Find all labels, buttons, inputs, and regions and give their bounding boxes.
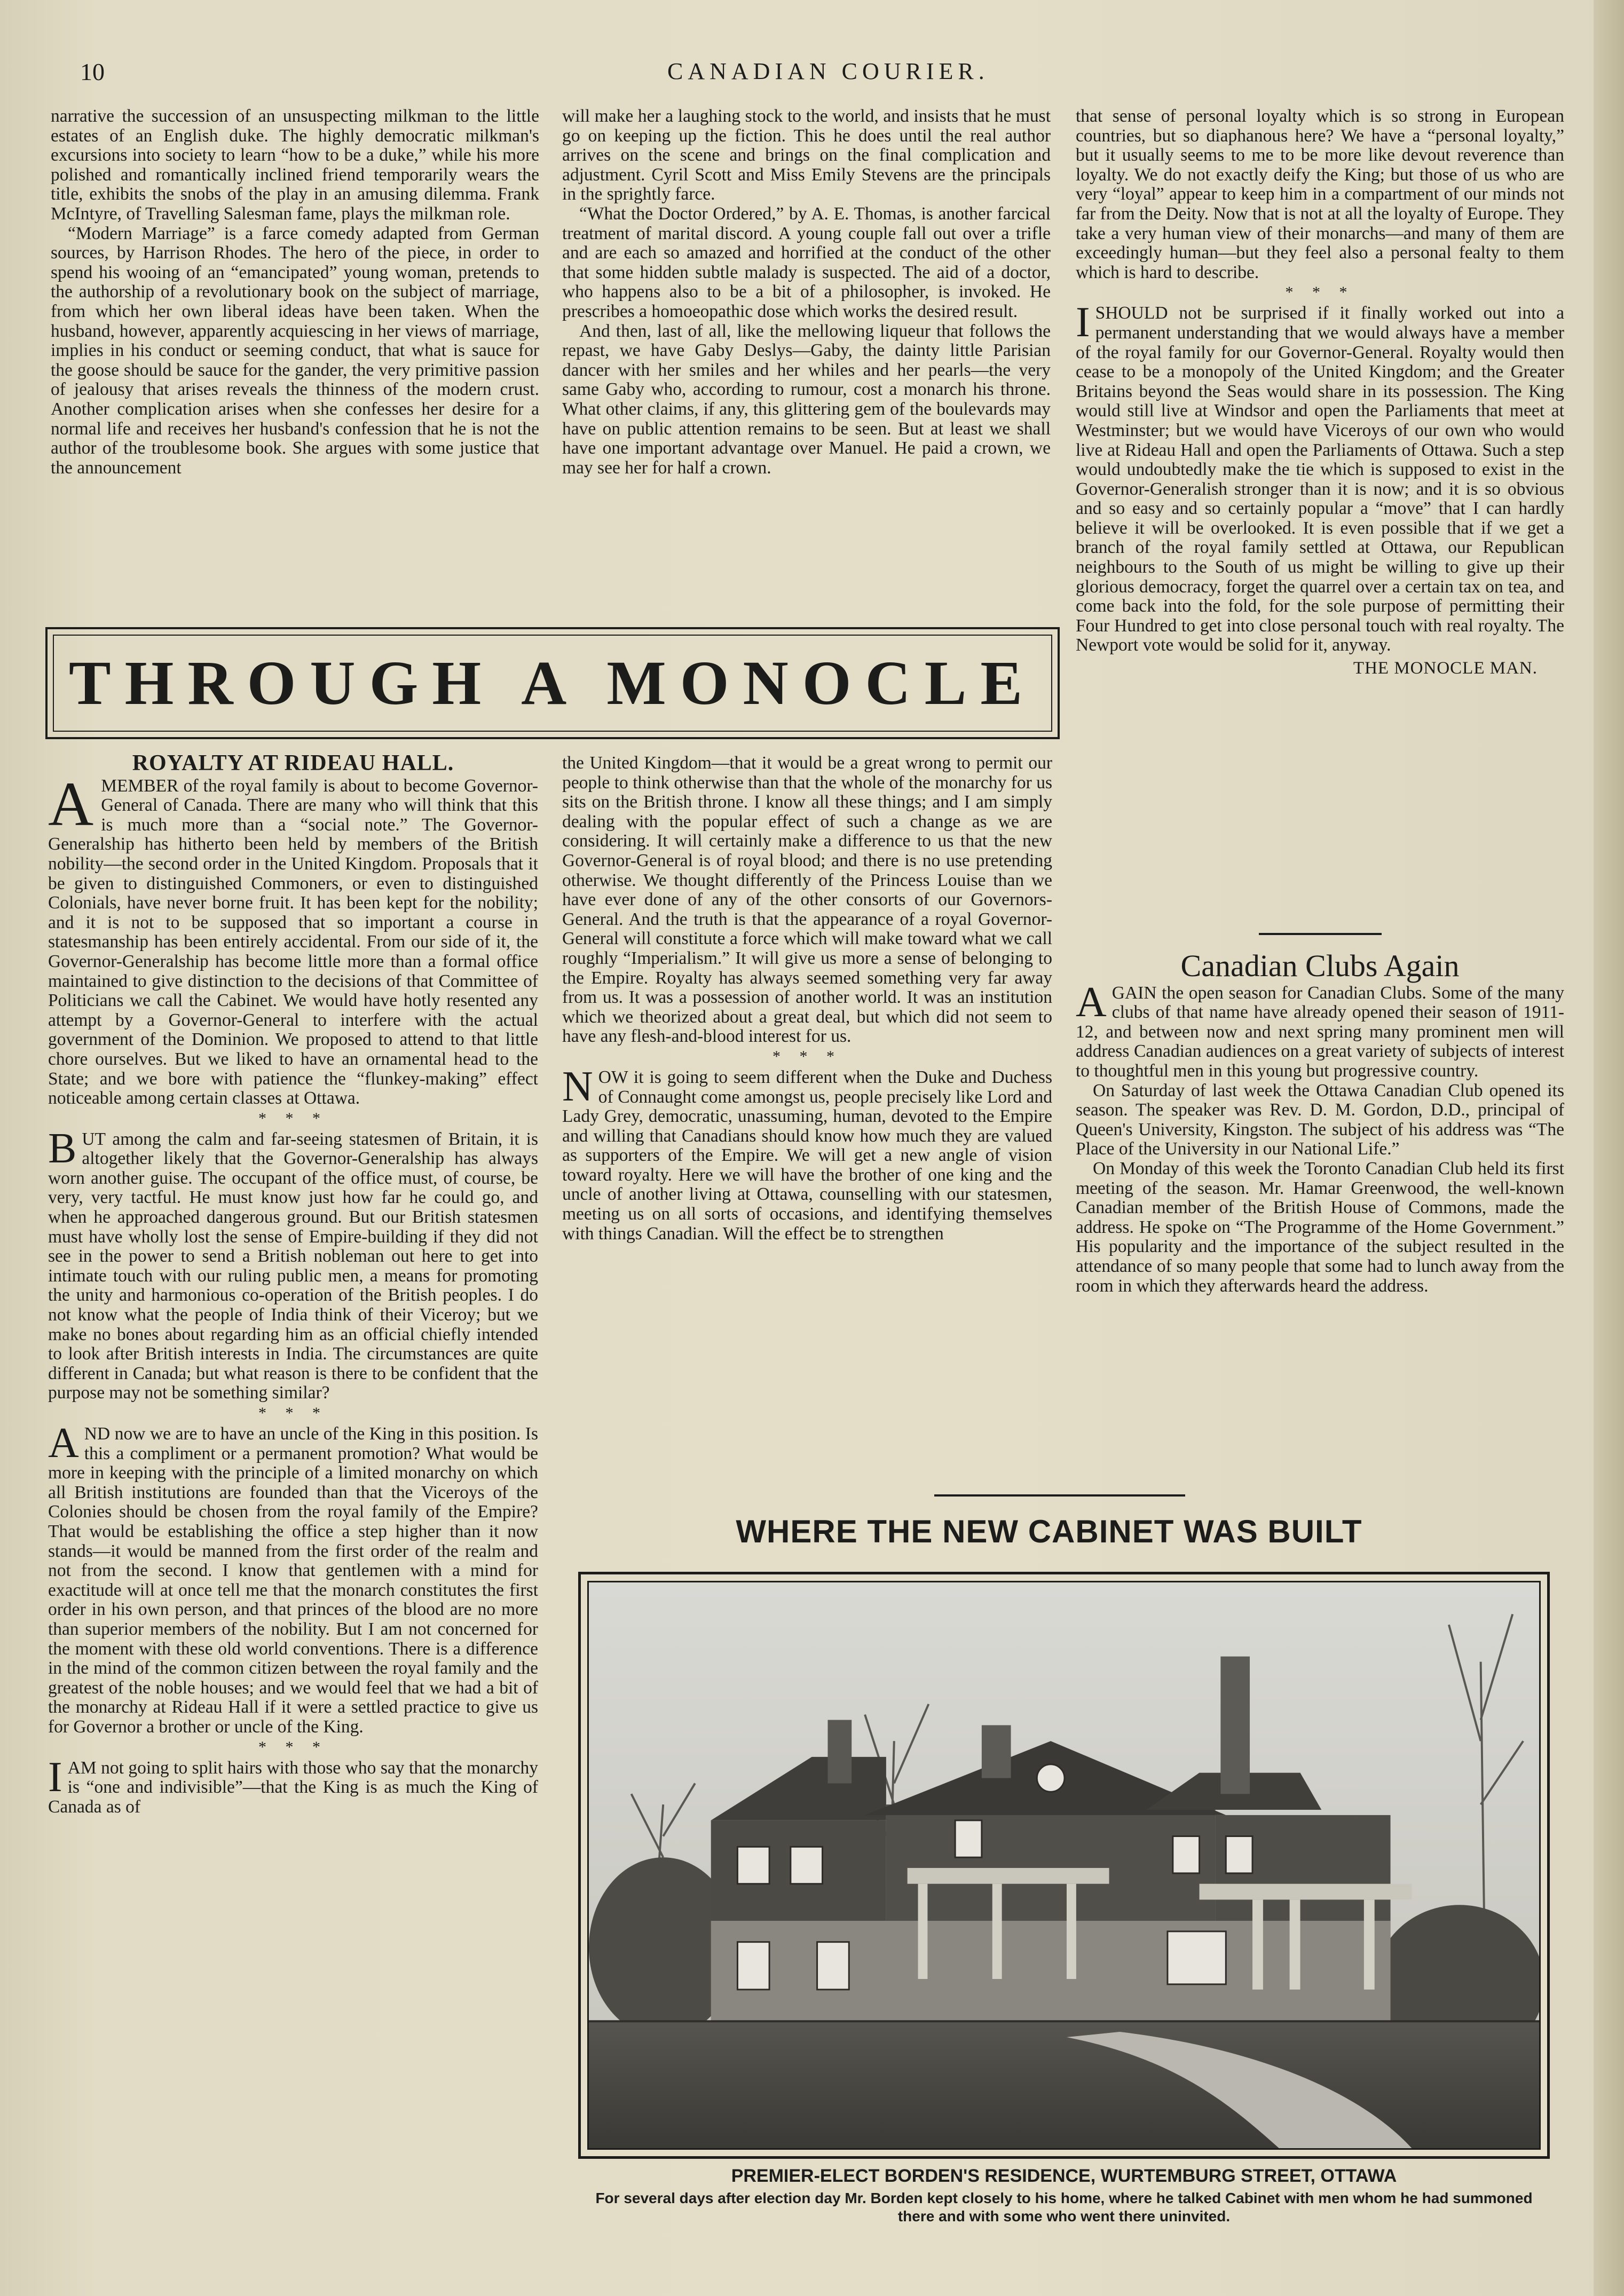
- drop-cap: I: [1076, 299, 1090, 346]
- photo-feature-title: WHERE THE NEW CABINET WAS BUILT: [736, 1514, 1362, 1549]
- section-subhead: ROYALTY AT RIDEAU HALL.: [132, 751, 454, 775]
- top-column-1: [51, 107, 539, 478]
- paragraph: And then, last of all, like the mellowing liqueur that follows the repast, we have Gaby Deslys—Gaby, the dainty little Parisian dancer with her smiles and her whiles and her pearls—the very same Gaby who, according to rumour, cost a monarch his throne. What other claims, if any, this glittering gem of the boulevards may have on public attention remains to be seen. But at least we shall have one important advantage over Manuel. He paid a crown, we may see her for half a crown.: [562, 321, 1051, 478]
- banner-title: THROUGH A MONOCLE: [68, 648, 1037, 718]
- top-column-2: [562, 107, 1051, 478]
- banner-frame: [53, 635, 1052, 732]
- section-divider-stars: * * *: [258, 1738, 328, 1756]
- drop-cap: N: [562, 1063, 593, 1110]
- photo-caption-text: For several days after election day Mr. Borden kept closely to his home, where he talked Cabinet with men whom he had summoned there and with some who went there uninvited.: [595, 2190, 1533, 2224]
- section-divider-stars: * * *: [772, 1047, 842, 1065]
- paragraph: AGAIN the open season for Canadian Clubs. Some of the many clubs of that name have already opened their season of 1911-12, and between now and next spring many prominent men will address Canadian audiences on a great variety of subjects of interest to thoughtful men in this young but progressive country.: [1076, 978, 1564, 1081]
- page-header: [32, 58, 1570, 90]
- drop-cap: B: [48, 1125, 77, 1172]
- drop-cap: A: [48, 769, 94, 839]
- article-title: Canadian Clubs Again: [1180, 948, 1460, 983]
- section-rule: [934, 1494, 1185, 1497]
- author-signature: THE MONOCLE MAN.: [1353, 659, 1538, 678]
- photo-caption-title: PREMIER-ELECT BORDEN'S RESIDENCE, WURTEMBURG STREET, OTTAWA: [731, 2166, 1397, 2186]
- section-divider-stars: * * *: [1285, 283, 1355, 302]
- paragraph: BUT among the calm and far-seeing statesmen of Britain, it is altogether likely that the Governor-Generalship has always worn another guise. The occupant of the office must, of course, be very, very tactful. He must know just how far he could go, and when he approached dangerous ground. But our British statesmen must have wholly lost the sense of Empire-building if they did not see in the power to send a British nobleman out here to get into intimate touch with our ruling public men, a means for promoting the unity and harmonious co-operation of the British peoples. I do not know what the people of India think of their Viceroy; but we make no bones about regarding him as an official chiefly intended to look after British interests in India. The circumstances are quite different in Canada; but what reason is there to be confident that the purpose may not be something similar?: [48, 1125, 538, 1403]
- paragraph: “What the Doctor Ordered,” by A. E. Thomas, is another farcical treatment of marital discord. A young couple fall out over a trifle and are each so amazed and horrified at the conduct of the other that some hidden subtle malady is suspected. The aid of a doctor, who happens also to be a bit of a philosopher, is invoked. He prescribes a homoeopathic dose which works the desired result.: [562, 203, 1051, 321]
- section-divider-stars: * * *: [258, 1109, 328, 1127]
- residence-photo: [587, 1581, 1541, 2150]
- monocle-column-3: [1076, 107, 1564, 678]
- paragraph: On Monday of this week the Toronto Canadian Club held its first meeting of the season. Mr. Hamar Greenwood, the well-known Canadian member of the British House of Commons, made the address. He spoke on “The Programme of the Home Government.” His popularity and the importance of the subject resulted in the attendance of so many people that some had to lunch away from the room in which they afterwards heard the address.: [1076, 1158, 1564, 1296]
- running-head: CANADIAN COURIER.: [667, 58, 989, 84]
- paragraph: that sense of personal loyalty which is so strong in European countries, but so diaphanous here? We have a “personal loyalty,” but it usually seems to me to be more like devout reverence than loyalty. We do not exactly deify the King; but those of us who are very “loyal” appear to keep him in a compartment of our minds not far from the Deity. Now that is not at all the loyalty of Europe. They take a very human view of their monarchs—and many of them are exceedingly human—but they feel also a personal fealty to them which is hard to describe.: [1076, 106, 1564, 282]
- paragraph: “Modern Marriage” is a farce comedy adapted from German sources, by Harrison Rhodes. The hero of the piece, in order to spend his wooing of an “emancipated” young woman, pretends to the authorship of a revolutionary book on the subject of marriage, from which her own liberal ideas have been taken. When the husband, however, apparently acquiescing in her views of marriage, implies in his conduct or seeming conduct, that what is sauce for the goose should be sauce for the gander, the very primitive passion of jealousy that arises reveals the thinness of the modern crust. Another complication arises when she confesses her desire for a normal life and receives her husband's confession that he is not the author of the troublesome book. She argues with some justice that the announcement: [51, 223, 539, 478]
- section-rule: [1259, 933, 1382, 935]
- monocle-column-1: [48, 751, 538, 1817]
- house-photo-illustration: [589, 1582, 1539, 2148]
- paragraph: NOW it is going to seem different when the Duke and Duchess of Connaught come amongst us, people precisely like Lord and Lady Grey, democratic, unassuming, human, devoted to the Empire and willing that Canadians should know how much they are valued as supporters of the Empire. We will get a new angle of vision toward royalty. Here we will have the brother of one king and the uncle of another living at Ottawa, counselling with our statesmen, meeting us on all sorts of occasions, and identifying themselves with things Canadian. Will the effect be to strengthen: [562, 1063, 1052, 1244]
- paragraph: ISHOULD not be surprised if it finally worked out into a permanent understanding that we would always have a member of the royal family for our Governor-General. Royalty would then cease to be a monopoly of the United Kingdom; and the Greater Britains beyond the Seas would share in its possession. The King would still live at Windsor and open the Parliaments that meet at Westminster; but we would have Viceroys of our own who would live at Rideau Hall and open the Parliaments of Ottawa. Such a step would undoubtedly make the tie which is supposed to exist in the Governor-Generalish stronger than it is now; and it is so obvious and so easy and so certainly popular a “move” that I can hardly believe it will be overlooked. It is even possible that if we get a branch of the royal family settled at Ottawa, our Republican neighbours to the South of us might be willing to give up their glorious democracy, forget the quarrel over a certain tax on tea, and come back into the fold, for the sole purpose of permitting their Four Hundred to get into close personal touch with real royalty. The Newport vote would be solid for it, anyway.: [1076, 299, 1564, 655]
- paragraph: AMEMBER of the royal family is about to become Governor-General of Canada. There are many who will think that this is much more than a “social note.” The Governor-Generalship has hitherto been held by members of the British nobility—the second order in the United Kingdom. Proposals that it be given to distinguished Commoners, or even to distinguished Colonials, have never borne fruit. It has been kept for the nobility; and it is not to be supposed that so important a course in statesmanship has been entirely accidental. From our side of it, the Governor-Generalship has become little more than a formal office maintained to give distinction to the decisions of that Committee of Politicians we call the Cabinet. We would have hotly resented any attempt by a Governor-General to interfere with the actual government of the Dominion. We proposed to attend to that little chore ourselves. But we liked to have an ornamental head to the State; and we bore with patience the “flunkey-making” effect noticeable among certain classes at Ottawa.: [48, 769, 538, 1109]
- paragraph: narrative the succession of an unsuspecting milkman to the little estates of an English duke. The highly democratic milkman's excursions into society to learn “how to be a duke,” while his more polished and romantically inclined friend temporarily wears the title, exhibits the snobs of the play in an amusing dilemma. Frank McIntyre, of Travelling Salesman fame, plays the milkman role.: [51, 106, 539, 224]
- drop-cap: A: [48, 1420, 79, 1467]
- paragraph: On Saturday of last week the Ottawa Canadian Club opened its season. The speaker was Rev. D. M. Gordon, D.D., principal of Queen's University, Kingston. The subject of his address was “The Place of the University in our National Life.”: [1076, 1080, 1564, 1159]
- clubs-article: [1076, 933, 1564, 1296]
- section-divider-stars: * * *: [258, 1404, 328, 1422]
- paragraph: AND now we are to have an uncle of the King in this position. Is this a compliment or a permanent promotion? What would be more in keeping with the principle of a limited monarchy on which all British institutions are founded than that the Viceroys of the Colonies should be chosen from the royal family of the Empire? That would be establishing the office a step higher than it now stands—it would be manned from the first order of the realm and not from the second. I know that gentlemen with a mind for exactitude will at once tell me that the monarch constitutes the first order in his own person, and that princes of the blood are no more than superior members of the nobility. But I am not concerned for the moment with these old world conventions. There is a difference in the mind of the common citizen between the royal family and the greatest of the noble houses; and we would feel that we had a bit of the monarchy at Rideau Hall if it were a settled practice to give us for Governor a brother or uncle of the King.: [48, 1420, 538, 1737]
- drop-cap: A: [1076, 978, 1107, 1026]
- monocle-column-2: [562, 754, 1052, 1244]
- page-number: 10: [80, 58, 105, 85]
- photo-frame: [578, 1572, 1550, 2159]
- paragraph: will make her a laughing stock to the world, and insists that he must go on keeping up the fiction. This he does until the real author arrives on the scene and brings on the final complication and adjustment. Cyril Scott and Miss Emily Stevens are the principals in the sprightly farce.: [562, 106, 1051, 204]
- drop-cap: I: [48, 1753, 62, 1801]
- paragraph: IAM not going to split hairs with those who say that the monarchy is “one and indivisible”—that the King is as much the King of Canada as of: [48, 1753, 538, 1817]
- section-banner: [45, 627, 1060, 739]
- paragraph: the United Kingdom—that it would be a great wrong to permit our people to think otherwise than that the whole of the monarchy for us sits on the British throne. I know all these things; and I am simply dealing with the popular effect of such a change as we are considering. It will certainly make a difference to us that the new Governor-General is of royal blood; and there is no use pretending otherwise. We thought differently of the Princess Louise than we have ever done of any of the other consorts of our Governors-General. And the truth is that the appearance of a royal Governor-General will constitute a force which will make toward what we call roughly “Imperialism.” It will give us more a sense of belonging to the Empire. Royalty has always seemed something very far away from us. It was a possession of another world. It was an institution which we theorized about a great deal, but which did not seem to have any flesh-and-blood interest for us.: [562, 753, 1052, 1047]
- page-gutter: [1594, 0, 1624, 2296]
